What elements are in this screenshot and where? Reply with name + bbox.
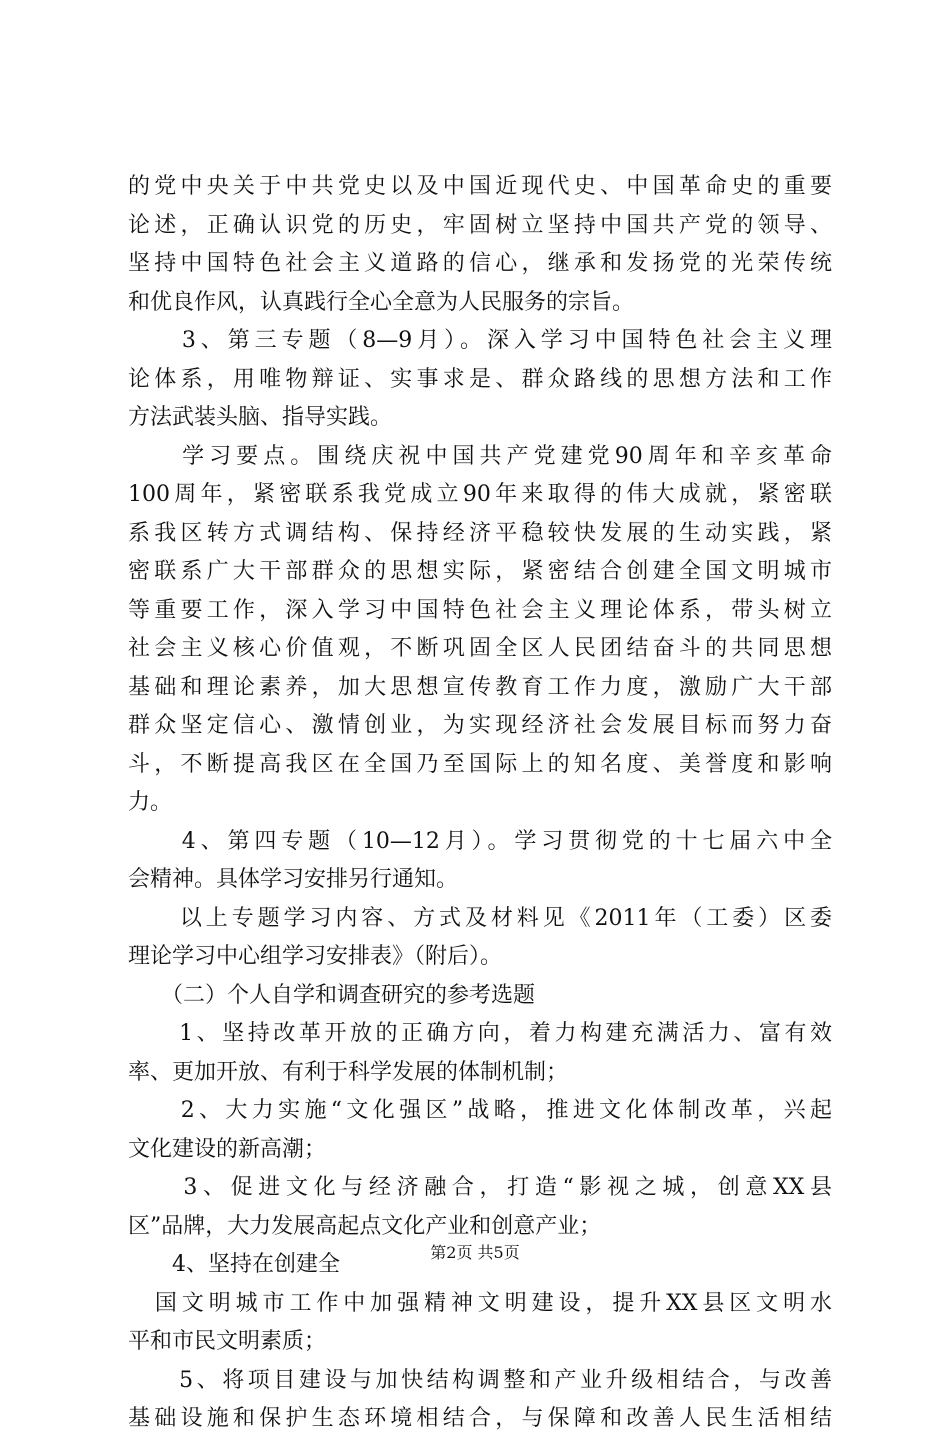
text-line: 平和市民文明素质； [128,1329,327,1354]
text-line: 和优良作风，认真践行全心全意为人民服务的宗旨。 [128,289,635,315]
page-number-footer: 第2页 共5页 [430,1243,520,1262]
text-line: 1、坚持改革开放的正确方向，着力构建充满活力、富有效 [128,1021,832,1046]
text-line: 100周年，紧密联系我党成立90年来取得的伟大成就，紧密联 [128,482,832,507]
text-line: 区”品牌，大力发展高起点文化产业和创意产业； [128,1213,602,1239]
text-line: 理论学习中心组学习安排表》（附后）。 [128,944,503,969]
text-line: 的党中央关于中共党史以及中国近现代史、中国革命史的重要 [128,174,832,199]
text-line: 论述，正确认识党的历史，牢固树立坚持中国共产党的领导、 [128,212,832,238]
section-heading: （二）个人自学和调查研究的参考选题 [128,982,536,1008]
text-line: 坚持中国特色社会主义道路的信心，继承和发扬党的光荣传统 [128,251,832,276]
text-line: 5、将项目建设与加快结构调整和产业升级相结合，与改善 [128,1367,832,1393]
text-line: 3、第三专题（8—9月）。深入学习中国特色社会主义理 [128,328,832,353]
text-line: 国文明城市工作中加强精神文明建设，提升XX县区文明水 [128,1290,832,1316]
text-line: 2、大力实施“文化强区”战略，推进文化体制改革，兴起 [128,1098,832,1123]
text-line: 率、更加开放、有利于科学发展的体制机制； [128,1059,569,1085]
text-line: 基础设施和保护生态环境相结合，与保障和改善人民生活相结 [128,1406,832,1431]
text-line: 4、坚持在创建全 [128,1252,340,1277]
text-line: 学习要点。围绕庆祝中国共产党建党90周年和辛亥革命 [128,443,832,469]
text-line: 4、第四专题（10—12月）。学习贯彻党的十七届六中全 [128,828,832,854]
text-line: 群众坚定信心、激情创业，为实现经济社会发展目标而努力奋 [128,713,832,738]
text-line: 以上专题学习内容、方式及材料见《2011年（工委）区委 [128,905,832,931]
text-line: 密联系广大干部群众的思想实际，紧密结合创建全国文明城市 [128,559,832,584]
text-line: 力。 [128,790,173,815]
text-line: 等重要工作，深入学习中国特色社会主义理论体系，带头树立 [128,597,832,623]
text-line: 基础和理论素养，加大思想宣传教育工作力度，激励广大干部 [128,674,832,700]
text-line: 社会主义核心价值观，不断巩固全区人民团结奋斗的共同思想 [128,636,832,661]
text-line: 论体系，用唯物辩证、实事求是、群众路线的思想方法和工作 [128,366,832,392]
text-line: 方法武装头脑、指导实践。 [128,405,393,430]
text-line: 文化建设的新高潮； [128,1136,327,1162]
text-line: 会精神。具体学习安排另行通知。 [128,867,459,892]
text-line: 3、促进文化与经济融合，打造“影视之城，创意XX县 [128,1175,832,1200]
text-line: 系我区转方式调结构、保持经济平稳较快发展的生动实践，紧 [128,520,832,546]
text-line: 斗，不断提高我区在全国乃至国际上的知名度、美誉度和影响 [128,751,832,777]
